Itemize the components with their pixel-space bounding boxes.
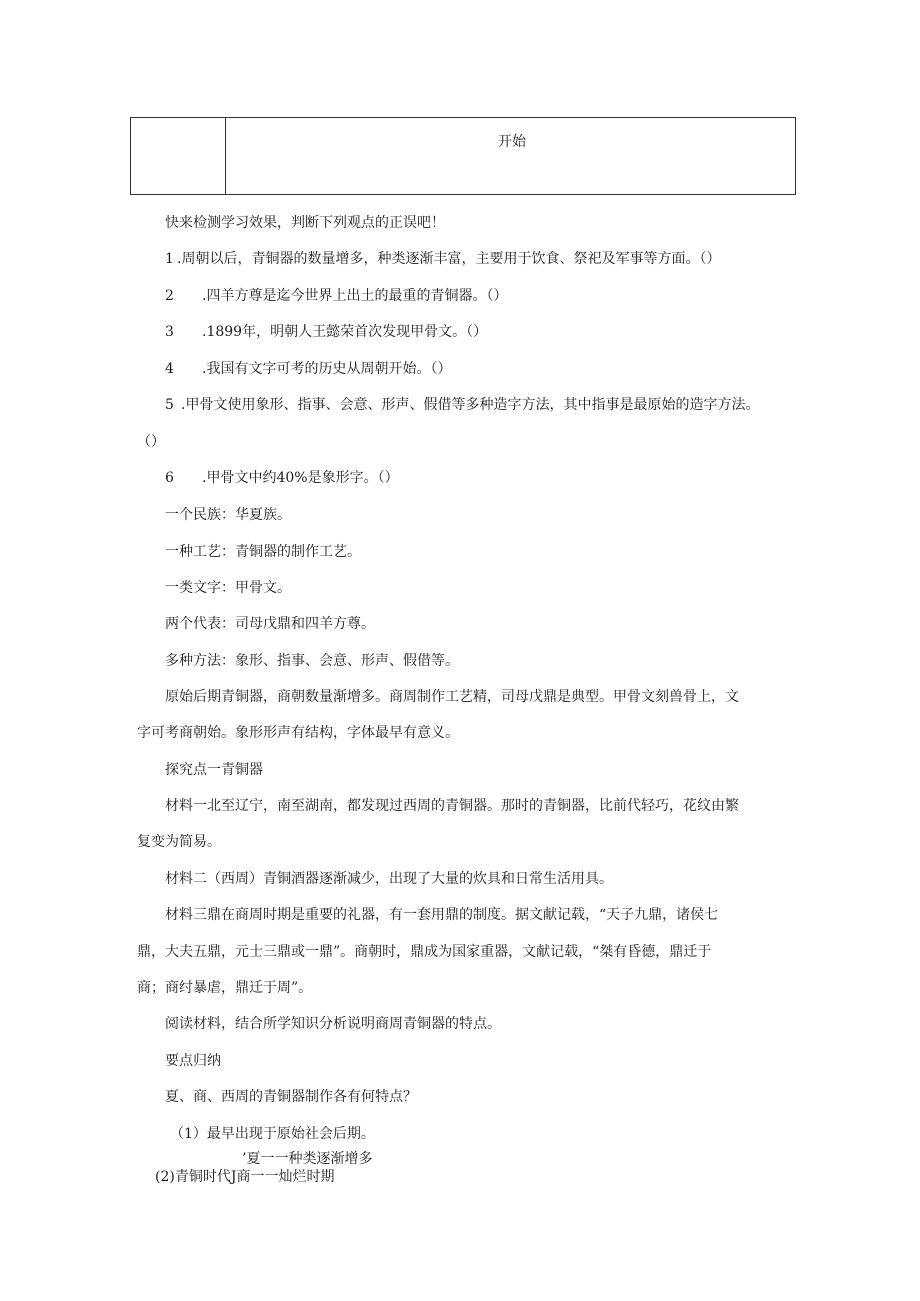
material-2: 材料二（西周）青铜酒器逐渐减少，出现了大量的炊具和日常生活用具。	[165, 871, 613, 887]
answer-2-upper: ’夏一一种类逐渐增多	[242, 1151, 373, 1167]
summary-item: 多种方法：象形、指事、会意、形声、假借等。	[165, 653, 459, 669]
material-1-line: 复变为简易。	[137, 834, 221, 850]
question-number: 5	[165, 397, 174, 413]
question-1	[165, 249, 720, 269]
summary-item: 一种工艺：青铜器的制作工艺。	[165, 544, 361, 560]
question-5-continuation: （）	[137, 434, 165, 450]
question-text: .四羊方尊是迄今世界上出土的最重的青铜器。（）	[202, 288, 508, 304]
question-number: 4	[165, 361, 174, 377]
material-3-line: 材料三鼎在商周时期是重要的礼器，有一套用鼎的制度。据文献记载，“天子九鼎，诸侯七	[165, 907, 719, 923]
task-text: 阅读材料，结合所学知识分析说明商周青铜器的特点。	[165, 1016, 501, 1032]
summary-item: 一类文字：甲骨文。	[165, 580, 291, 596]
material-1-line: 材料一北至辽宁，南至湖南，都发现过西周的青铜器。那时的青铜器，比前代轻巧，花纹由繁	[165, 798, 739, 814]
question-text: .甲骨文中约40%是象形字。（）	[202, 470, 399, 486]
table-divider	[225, 118, 226, 194]
header-table	[130, 117, 796, 195]
table-cell-start: 开始	[498, 134, 526, 150]
question-4	[165, 359, 451, 379]
summary-item: 一个民族：华夏族。	[165, 507, 291, 523]
section-heading: 探究点一青铜器	[165, 762, 263, 778]
key-points-heading: 要点归纳	[165, 1053, 221, 1069]
question-number: 1	[165, 251, 174, 267]
intro-text: 快来检测学习效果，判断下列观点的正误吧！	[165, 215, 445, 231]
question-text: .1899年，明朝人王懿荣首次发现甲骨文。（）	[202, 324, 488, 340]
question-5	[165, 395, 759, 415]
summary-item: 两个代表：司母戊鼎和四羊方尊。	[165, 616, 375, 632]
question-text: .甲骨文使用象形、指事、会意、形声、假借等多种造字方法，其中指事是最原始的造字方法。	[181, 397, 760, 413]
question-text: .我国有文字可考的历史从周朝开始。（）	[202, 361, 452, 377]
question-6	[165, 468, 399, 488]
answer-1: （1）最早出现于原始社会后期。	[170, 1126, 375, 1142]
material-3-line: 商；商纣暴虐，鼎迁于周”。	[137, 980, 313, 996]
question-text: 夏、商、西周的青铜器制作各有何特点？	[165, 1089, 417, 1105]
question-3	[165, 322, 487, 342]
question-number: 3	[165, 324, 174, 340]
question-number: 6	[165, 470, 174, 486]
question-2	[165, 286, 507, 306]
question-text: .周朝以后，青铜器的数量增多，种类逐渐丰富，主要用于饮食、祭祀及军事等方面。（）	[177, 251, 721, 267]
paragraph-line: 原始后期青铜器，商朝数量渐增多。商周制作工艺精，司母戊鼎是典型。甲骨文刻兽骨上，文	[165, 689, 739, 705]
material-3-line: 鼎，大夫五鼎，元士三鼎或一鼎”。商朝时，鼎成为国家重器，文献记载，“桀有昏德，鼎迁于	[137, 944, 712, 960]
answer-2: (2)青铜时代J商一一灿烂时期	[155, 1169, 335, 1185]
question-number: 2	[165, 288, 174, 304]
paragraph-line: 字可考商朝始。象形形声有结构，字体最早有意义。	[137, 725, 459, 741]
